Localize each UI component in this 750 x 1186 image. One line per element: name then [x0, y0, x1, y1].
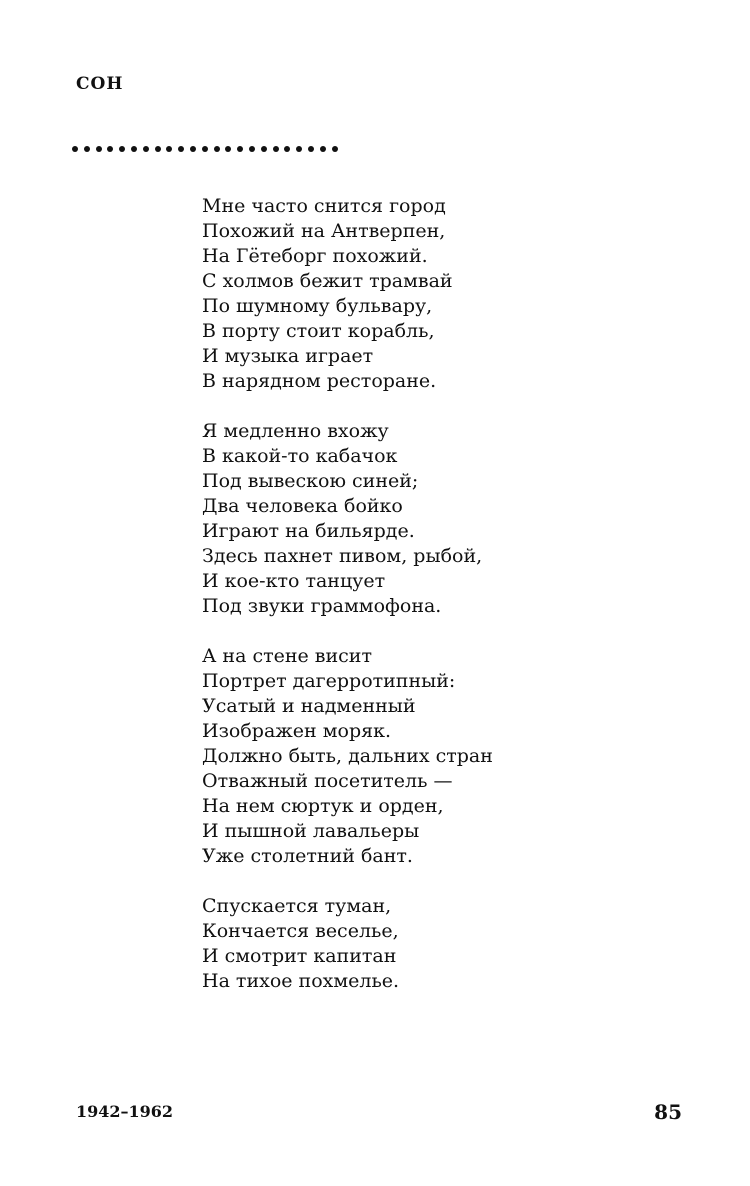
ornament-dot [320, 146, 326, 152]
ornament-dot [166, 146, 172, 152]
stanza [202, 894, 702, 994]
ornament-dot [190, 146, 196, 152]
ornament-dot [202, 146, 208, 152]
ornament-dot [155, 146, 161, 152]
poem-line: Спускается туман, [202, 895, 392, 917]
poem-line: И пышной лавальеры [202, 820, 420, 842]
ornament-dot [284, 146, 290, 152]
ornament-dot [119, 146, 125, 152]
poem-line: Изображен моряк. [202, 720, 392, 742]
poem-line: Должно быть, дальних стран [202, 745, 493, 767]
ornament-dot [84, 146, 90, 152]
poem-line: И смотрит капитан [202, 945, 397, 967]
ornament-dot [332, 146, 338, 152]
poem-line: По шумному бульвару, [202, 295, 433, 317]
ornament-dot [261, 146, 267, 152]
poem-line: На Гётеборг похожий. [202, 245, 428, 267]
ornament-dot [225, 146, 231, 152]
ornament-dot [237, 146, 243, 152]
poem-line: На нем сюртук и орден, [202, 795, 444, 817]
ornament-dot [72, 146, 78, 152]
poem-line: С холмов бежит трамвай [202, 270, 453, 292]
ornament-dot [96, 146, 102, 152]
ornament-dot [249, 146, 255, 152]
ornament-dot [214, 146, 220, 152]
ornament-dot [131, 146, 137, 152]
poem-line: А на стене висит [202, 645, 372, 667]
poem-line: Мне часто снится город [202, 195, 446, 217]
page-number: 85 [654, 1100, 682, 1124]
stanza [202, 419, 702, 619]
poem-line: Похожий на Антверпен, [202, 220, 446, 242]
poem-line: Портрет дагерротипный: [202, 670, 456, 692]
ornament-dot [308, 146, 314, 152]
poem-line: Здесь пахнет пивом, рыбой, [202, 545, 483, 567]
poem-line: Усатый и надменный [202, 695, 416, 717]
poem-body [202, 194, 702, 1019]
footer-years: 1942–1962 [76, 1102, 174, 1121]
poem-line: И музыка играет [202, 345, 374, 367]
ornament-dot [273, 146, 279, 152]
poem-line: Уже столетний бант. [202, 845, 413, 867]
poem-line: В нарядном ресторане. [202, 370, 437, 392]
poem-line: На тихое похмелье. [202, 970, 400, 992]
ornament-dot [178, 146, 184, 152]
poem-line: Отважный посетитель — [202, 770, 453, 792]
poem-title: сон [76, 66, 124, 95]
poem-line: Под вывескою синей; [202, 470, 419, 492]
ornament-dot [143, 146, 149, 152]
poem-line: Играют на бильярде. [202, 520, 415, 542]
poem-line: Два человека бойко [202, 495, 403, 517]
poem-line: Кончается веселье, [202, 920, 399, 942]
poem-line: И кое-кто танцует [202, 570, 386, 592]
poem-line: В какой-то кабачок [202, 445, 398, 467]
poem-line: Под звуки граммофона. [202, 595, 442, 617]
ornament-dot [296, 146, 302, 152]
poem-line: Я медленно вхожу [202, 420, 389, 442]
ornament-dot [107, 146, 113, 152]
stanza [202, 644, 702, 869]
stanza [202, 194, 702, 394]
poem-line: В порту стоит корабль, [202, 320, 435, 342]
dotted-ornament [72, 144, 338, 154]
